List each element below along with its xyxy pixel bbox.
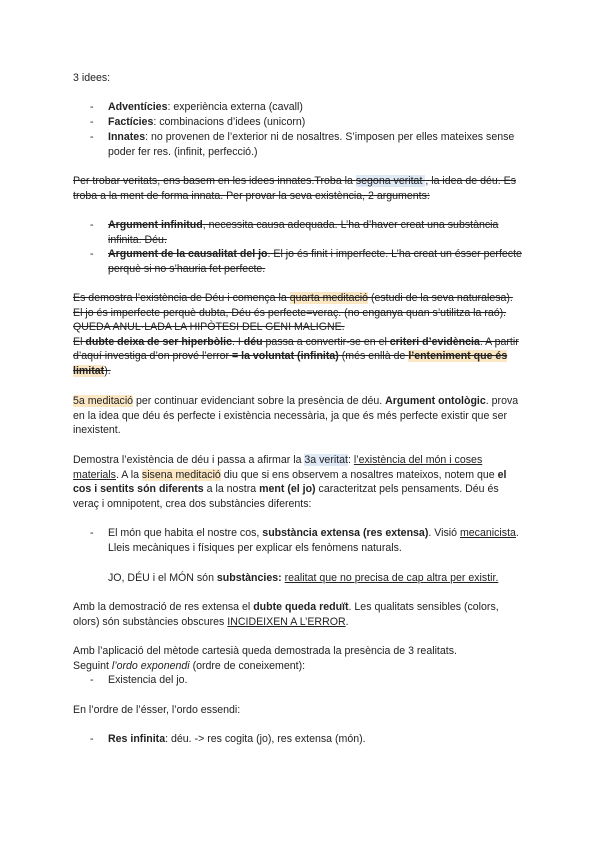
text-ordre: (ordre de coneixement): — [189, 659, 306, 672]
text-mon-a: El món que habita el nostre cos, — [108, 527, 263, 539]
term-innates: Innates — [108, 131, 146, 143]
paragraph-sisena-meditacio — [73, 453, 523, 511]
term-argument-infinitud: Argument infinitud — [108, 219, 203, 231]
paragraph-res-extensa — [73, 600, 523, 629]
text-quarta-a: Es demostra l’existència de Déu i comença la — [73, 292, 290, 304]
text-el: El — [73, 335, 86, 348]
bold-cos-sentits: el cos i sentits són diferents — [73, 468, 507, 495]
highlight-5a-meditacio: 5a meditació — [73, 395, 134, 407]
text-seguint: Seguint — [73, 659, 112, 672]
text-error: . A partir d’aquí investiga d’on prové l’error — [73, 335, 519, 362]
text-argument-infinitud: , necessita causa adequada. L’ha d’haver creat una substància infinita. Déu. — [108, 219, 499, 246]
text-veritats-a: Per trobar veritats, ens basem en les idees innates.Troba la — [73, 175, 356, 187]
underline-incideixen: INCIDEIXEN A L’ERROR — [227, 615, 346, 628]
list-item-innates — [90, 130, 528, 159]
text-extensa-c: . Les qualitats sensibles (colors, olors) són substàncies obscures — [73, 601, 499, 628]
bold-criteri-evidencia: criteri d’evidència — [389, 335, 480, 348]
paragraph-quarta-meditacio — [73, 291, 523, 378]
bold-enteniment: l’enteniment que és limitat — [73, 350, 508, 377]
text-extensa-a: Amb la demostració de res extensa el — [73, 601, 254, 613]
text-mes-enlla: (més enllà de — [338, 350, 409, 362]
quarta-line-2 — [73, 335, 523, 379]
text-substancies-a: JO, DÉU i el MÓN són — [108, 572, 217, 584]
text-sisena-b: : — [347, 454, 354, 466]
text-adventicies: : experiència externa (cavall) — [167, 101, 303, 113]
bold-res-infinita: Res infinita — [108, 733, 166, 745]
list-item-adventicies — [90, 100, 548, 115]
list-item-res-infinita — [90, 732, 548, 747]
bold-dubte-reduit: dubte queda reduït — [253, 601, 349, 613]
term-adventicies: Adventícies — [108, 101, 168, 113]
underline-realitat: realitat que no precisa de cap altra per existir. — [284, 572, 499, 584]
list-item-mon — [90, 526, 528, 555]
text-quarta-b: (estudi de la seva naturalesa). El jo és imperfecte perquè dubta, Déu és perfecte=veraç. (no enganya quan s’utilitza la raó). QUEDA ANUL·LADA LA HIPÒTESI DEL GENI MALIGNE. — [73, 292, 513, 333]
text-facticies: : combinacions d’idees (unicorn) — [153, 116, 306, 128]
term-argument-causalitat: Argument de la causalitat del jo — [108, 248, 268, 260]
text-innates: : no provenen de l’exterior ni de nosaltres. S’imposen per elles mateixes sense poder fer res. (infinit, perfecció.) — [108, 131, 515, 158]
text-extensa-d: . — [345, 615, 349, 628]
highlight-segona-veritat: segona veritat — [355, 175, 426, 187]
text-res-infinita: : déu. -> res cogita (jo), res extensa (món). — [165, 733, 366, 745]
text-sisena-d: diu que si ens observem a nosaltres mateixos, notem que — [220, 468, 498, 481]
quarta-line-1 — [73, 291, 523, 335]
list-dash: - — [90, 248, 94, 260]
bold-ment-jo: ment (el jo) — [259, 483, 316, 495]
metode-line-2 — [73, 659, 523, 674]
bold-voluntat: = la voluntat (infinita) — [232, 350, 339, 362]
text-sisena-f: a la nostra — [203, 483, 260, 495]
text-mon-d: . Lleis mecàniques i físiques per explicar els fenòmens naturals. — [108, 527, 519, 554]
list-item-argument-infinitud — [90, 218, 528, 247]
text-sisena-c: . A la — [115, 468, 142, 481]
paragraph-5a-meditacio — [73, 394, 523, 438]
text-sisena-a: Demostra l’existència de déu i passa a afirmar la — [73, 454, 305, 466]
text-close: ). — [104, 364, 111, 377]
bold-argument-ontologic: Argument ontològic — [385, 395, 486, 407]
list-dash: - — [90, 101, 94, 113]
paragraph-metode — [73, 644, 523, 673]
text-mon-c: . Visió — [428, 527, 460, 539]
list-dash: - — [90, 674, 94, 686]
list-item-existencia — [90, 673, 548, 688]
list-item-facticies — [90, 115, 548, 130]
bold-deu: déu — [243, 335, 263, 348]
text-veritats-b: , la idea de déu. Es troba a la ment de forma innata. Per provar la seva existència, 2 arguments: — [73, 175, 517, 202]
list-dash: - — [90, 116, 94, 128]
line-ordo-essendi: En l’ordre de l’ésser, l’ordo essendi: — [73, 704, 241, 716]
text-cinquena-c: . prova en la idea que déu és perfecte i existència necessària, ja que és més perfecte existir que ser inexistent. — [73, 395, 519, 436]
highlight-quarta-meditacio: quarta meditació — [289, 292, 369, 304]
text-cinquena-a: per continuar evidenciant sobre la presència de déu. — [133, 395, 386, 407]
list-dash: - — [90, 131, 94, 143]
term-facticies: Factícies — [108, 116, 154, 128]
underline-existencia-mon: l’existència del món i coses materials — [73, 454, 483, 481]
text-existencia: Existencia del jo. — [108, 674, 188, 686]
text-i: . I — [231, 335, 244, 348]
heading-3-idees: 3 idees: — [73, 72, 111, 84]
list-dash: - — [90, 527, 94, 539]
bold-dubte-hiperbolic: dubte deixa de ser hiperbòlic — [85, 335, 232, 348]
text-sisena-h: caracteritzat pels pensaments. Déu és veraç i omnipotent, crea dos substàncies diferents: — [73, 483, 499, 510]
highlight-sisena-meditacio: sisena meditació — [141, 468, 221, 481]
text-argument-causalitat: . El jo és finit i imperfecte. L’ha creat un ésser perfecte perquè si no s’hauria fet perfecte. — [108, 248, 522, 275]
highlight-3a-veritat: 3a veritat — [304, 454, 348, 466]
list-dash: - — [90, 219, 94, 231]
list-dash: - — [90, 733, 94, 745]
italic-ordo-exponendi: l’ordo exponendi — [111, 659, 190, 672]
text-metode-l1: Amb l’aplicació del mètode cartesià queda demostrada la presència de 3 realitats. — [73, 645, 457, 657]
list-item-argument-causalitat — [90, 247, 528, 276]
line-substancies — [108, 571, 548, 586]
paragraph-veritats — [73, 174, 523, 203]
bold-substancies: substàncies: — [216, 572, 282, 584]
text-passa: passa a convertir-se en el — [262, 335, 390, 348]
underline-mecanicista: mecanicista — [459, 527, 516, 539]
bold-substancia-extensa: substància extensa (res extensa) — [262, 527, 429, 539]
